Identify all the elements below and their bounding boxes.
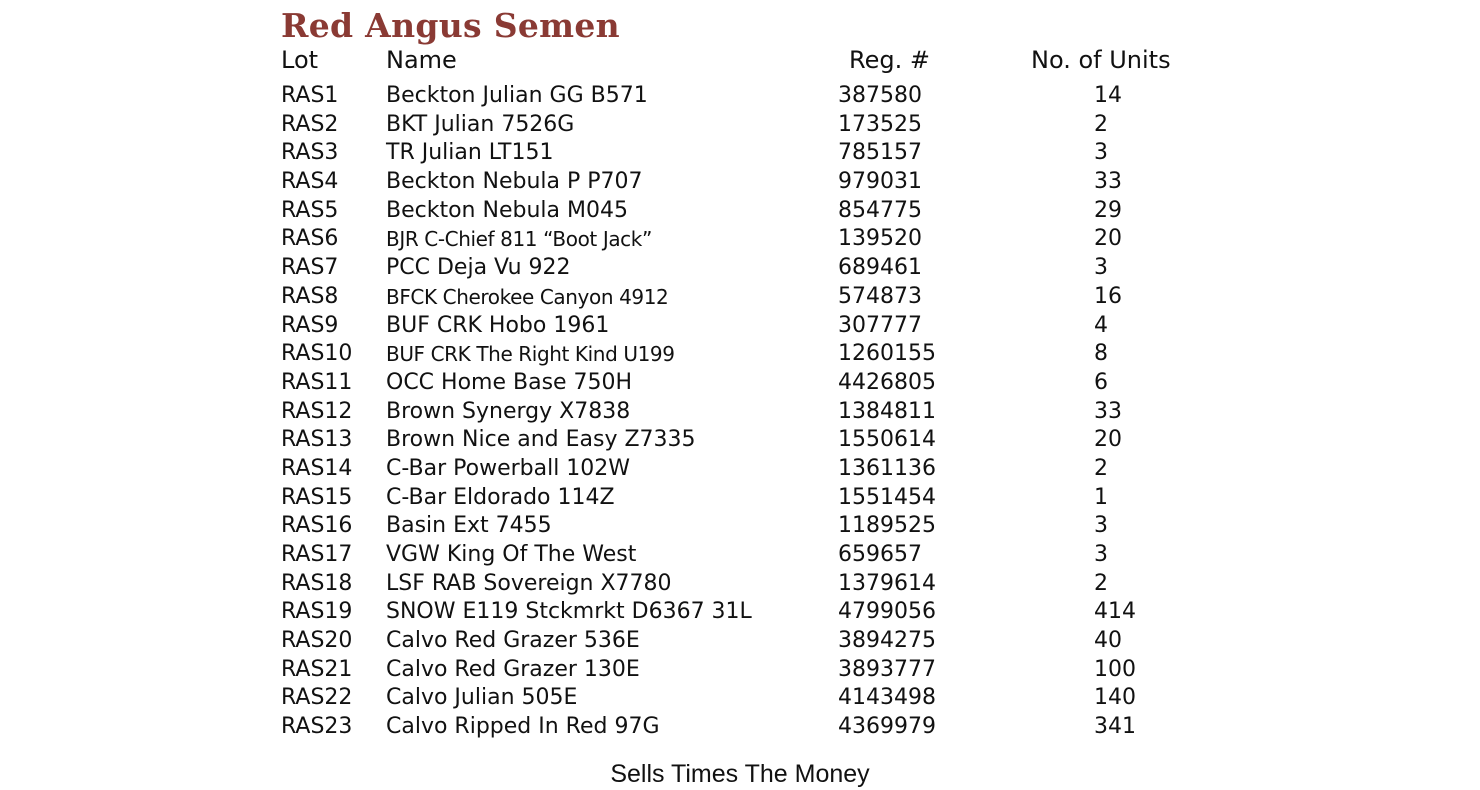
reg-cell: 1551454: [838, 484, 936, 510]
name-cell: VGW King Of The West: [386, 542, 637, 567]
reg-cell: 173525: [838, 111, 922, 137]
footer-caption: Sells Times The Money: [610, 760, 870, 788]
lot-cell: RAS10: [281, 341, 353, 367]
name-cell: Basin Ext 7455: [386, 513, 552, 539]
units-cell: 3: [1094, 513, 1108, 539]
table-row: [0, 312, 1480, 341]
column-header-name: Name: [386, 46, 457, 74]
reg-cell: 387580: [838, 83, 922, 108]
reg-cell: 689461: [838, 255, 922, 281]
reg-cell: 1260155: [838, 341, 936, 367]
table-row: [0, 484, 1480, 513]
table-row: [0, 570, 1480, 599]
units-cell: 341: [1094, 714, 1136, 740]
units-cell: 20: [1094, 226, 1122, 252]
table-row: [0, 283, 1480, 312]
units-cell: 14: [1094, 83, 1122, 108]
units-cell: 140: [1094, 685, 1136, 711]
table-row: [0, 139, 1480, 168]
column-header-lot: Lot: [281, 46, 319, 74]
name-cell: LSF RAB Sovereign X7780: [386, 570, 672, 596]
lot-cell: RAS20: [281, 628, 353, 654]
lot-cell: RAS14: [281, 455, 353, 481]
reg-cell: 4426805: [838, 369, 936, 395]
reg-cell: 3893777: [838, 656, 936, 682]
column-header-units: No. of Units: [1031, 46, 1171, 74]
lot-cell: RAS5: [281, 197, 339, 223]
units-cell: 414: [1094, 599, 1136, 625]
units-cell: 8: [1094, 341, 1108, 367]
lot-cell: RAS15: [281, 484, 353, 510]
name-cell: Beckton Julian GG B571: [386, 83, 648, 108]
units-cell: 100: [1094, 656, 1136, 682]
name-cell: BJR C-Chief 811 “Boot Jack”: [386, 227, 652, 252]
reg-cell: 1550614: [838, 427, 936, 453]
lot-cell: RAS22: [281, 685, 353, 711]
lot-cell: RAS13: [281, 427, 353, 453]
lot-cell: RAS23: [281, 714, 353, 740]
lot-cell: RAS4: [281, 169, 339, 195]
lot-cell: RAS12: [281, 398, 353, 424]
name-cell: Calvo Red Grazer 130E: [386, 656, 640, 682]
reg-cell: 1189525: [838, 513, 936, 539]
reg-cell: 139520: [838, 226, 922, 252]
name-cell: BKT Julian 7526G: [386, 111, 575, 137]
table-row: [0, 598, 1480, 627]
name-cell: BUF CRK Hobo 1961: [386, 312, 610, 338]
reg-cell: 854775: [838, 197, 922, 223]
table-row: [0, 168, 1480, 197]
units-cell: 2: [1094, 570, 1108, 596]
table-row: [0, 426, 1480, 455]
name-cell: OCC Home Base 750H: [386, 369, 633, 395]
name-cell: C-Bar Powerball 102W: [386, 455, 631, 481]
reg-cell: 3894275: [838, 628, 936, 654]
reg-cell: 659657: [838, 542, 922, 567]
table-row: [0, 541, 1480, 570]
lot-cell: RAS6: [281, 226, 339, 252]
lot-cell: RAS8: [281, 283, 339, 309]
reg-cell: 4369979: [838, 714, 936, 740]
lot-cell: RAS7: [281, 255, 339, 281]
table-row: [0, 398, 1480, 427]
name-cell: Beckton Nebula P P707: [386, 169, 643, 195]
table-row: [0, 455, 1480, 484]
reg-cell: 574873: [838, 283, 922, 309]
lot-cell: RAS9: [281, 312, 339, 338]
column-header-reg: Reg. #: [849, 46, 930, 74]
table-row: [0, 111, 1480, 140]
units-cell: 33: [1094, 398, 1122, 424]
units-cell: 3: [1094, 542, 1108, 567]
name-cell: Beckton Nebula M045: [386, 197, 628, 223]
lot-cell: RAS18: [281, 570, 353, 596]
table-row: [0, 684, 1480, 713]
table-row: [0, 82, 1480, 111]
units-cell: 4: [1094, 312, 1108, 338]
units-cell: 6: [1094, 369, 1108, 395]
reg-cell: 979031: [838, 169, 922, 195]
reg-cell: 4799056: [838, 599, 936, 625]
name-cell: SNOW E119 Stckmrkt D6367 31L: [386, 599, 752, 625]
reg-cell: 4143498: [838, 685, 936, 711]
units-cell: 29: [1094, 197, 1122, 223]
page-title: Red Angus Semen: [281, 6, 620, 45]
lot-cell: RAS11: [281, 369, 353, 395]
reg-cell: 1361136: [838, 455, 936, 481]
table-row: [0, 254, 1480, 283]
name-cell: TR Julian LT151: [386, 140, 554, 166]
units-cell: 16: [1094, 283, 1122, 309]
semen-table: [0, 82, 1480, 742]
table-row: [0, 713, 1480, 742]
table-row: [0, 512, 1480, 541]
reg-cell: 307777: [838, 312, 922, 338]
units-cell: 40: [1094, 628, 1122, 654]
units-cell: 3: [1094, 255, 1108, 281]
reg-cell: 1379614: [838, 570, 936, 596]
lot-cell: RAS17: [281, 542, 353, 567]
units-cell: 1: [1094, 484, 1108, 510]
table-row: [0, 656, 1480, 685]
name-cell: BUF CRK The Right Kind U199: [386, 342, 675, 367]
units-cell: 3: [1094, 140, 1108, 166]
units-cell: 33: [1094, 169, 1122, 195]
name-cell: C-Bar Eldorado 114Z: [386, 484, 615, 510]
table-row: [0, 197, 1480, 226]
name-cell: Calvo Julian 505E: [386, 685, 578, 711]
reg-cell: 785157: [838, 140, 922, 166]
units-cell: 20: [1094, 427, 1122, 453]
units-cell: 2: [1094, 111, 1108, 137]
table-row: [0, 225, 1480, 254]
name-cell: PCC Deja Vu 922: [386, 255, 571, 281]
name-cell: BFCK Cherokee Canyon 4912: [386, 284, 669, 309]
reg-cell: 1384811: [838, 398, 936, 424]
name-cell: Calvo Ripped In Red 97G: [386, 714, 660, 740]
lot-cell: RAS3: [281, 140, 339, 166]
table-row: [0, 340, 1480, 369]
lot-cell: RAS19: [281, 599, 353, 625]
lot-cell: RAS16: [281, 513, 353, 539]
name-cell: Calvo Red Grazer 536E: [386, 628, 640, 654]
lot-cell: RAS21: [281, 656, 353, 682]
name-cell: Brown Synergy X7838: [386, 398, 631, 424]
lot-cell: RAS1: [281, 83, 339, 108]
lot-cell: RAS2: [281, 111, 339, 137]
table-row: [0, 627, 1480, 656]
table-row: [0, 369, 1480, 398]
units-cell: 2: [1094, 455, 1108, 481]
name-cell: Brown Nice and Easy Z7335: [386, 427, 696, 453]
